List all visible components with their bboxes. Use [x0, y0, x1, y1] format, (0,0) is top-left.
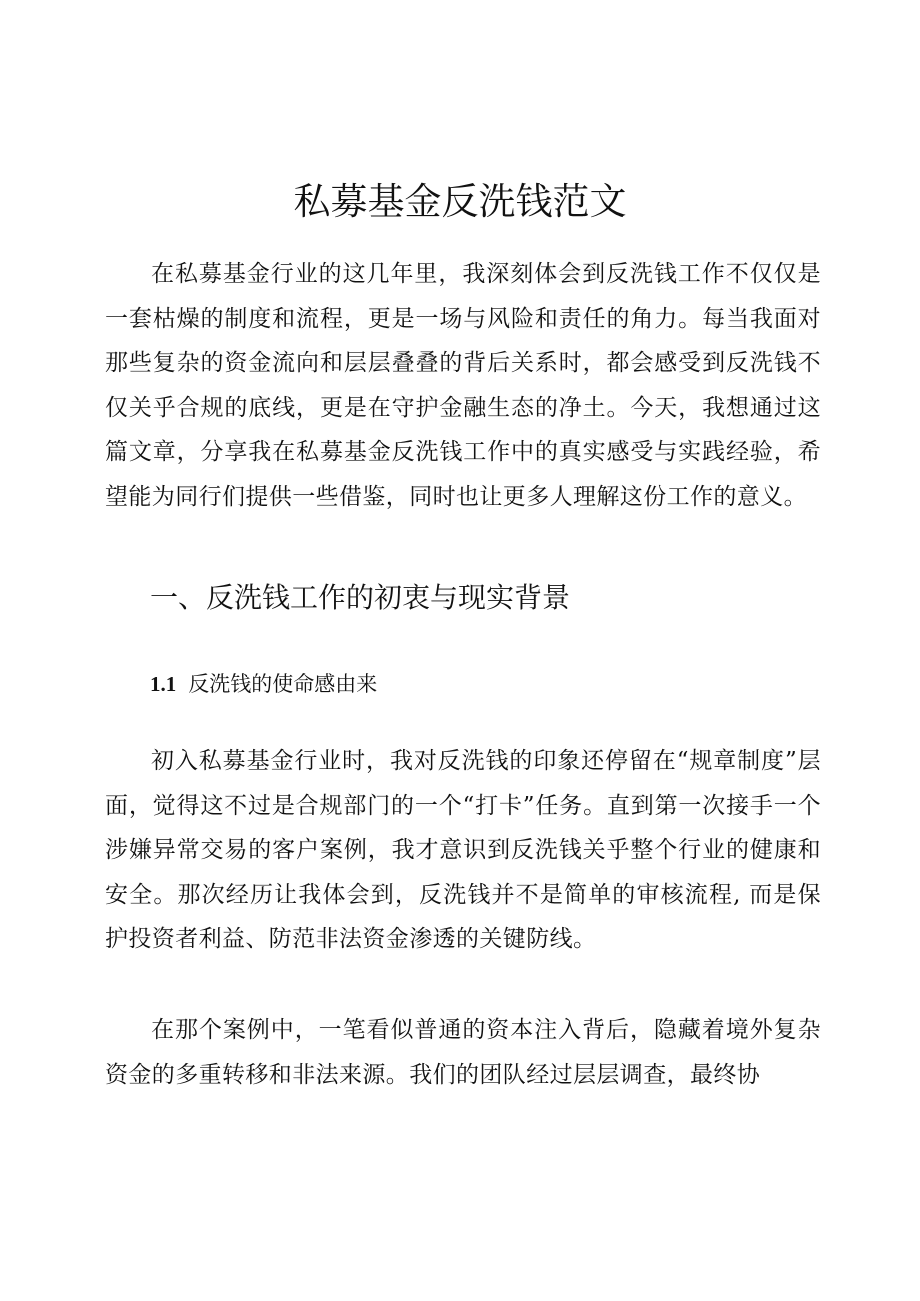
subsection-number: 1.1 — [150, 672, 177, 696]
intro-paragraph: 在私募基金行业的这几年里，我深刻体会到反洗钱工作不仅仅是一套枯燥的制度和流程，更是一场与风险和责任的角力。每当我面对那些复杂的资金流向和层层叠叠的背后关系时，都会感受到反洗钱不仅关乎合规的底线，更是在守护金融生态的净土。今天，我想通过这篇文章，分享我在私募基金反洗钱工作中的真实感受与实践经验，希望能为同行们提供一些借鉴，同时也让更多人理解这份工作的意义。 — [105, 261, 821, 510]
document-title: 私募基金反洗钱范文 — [293, 180, 627, 223]
body-paragraph: 初入私募基金行业时，我对反洗钱的印象还停留在“规章制度”层面，觉得这不过是合规部门的一个“打卡”任务。直到第一次接手一个涉嫌异常交易的客户案例，我才意识到反洗钱关乎整个行业的健康和安全。那次经历让我体会到，反洗钱并不是简单的审核流程, 而是保护投资者利益、防范非法资金渗透的关键防线。 — [105, 748, 821, 953]
subsection-heading — [150, 664, 377, 704]
section-heading: 一、反洗钱工作的初衷与现实背景 — [150, 581, 571, 614]
subsection-title: 反洗钱的使命感由来 — [188, 672, 378, 696]
body-paragraph-continued: 在那个案例中，一笔看似普通的资本注入背后，隐藏着境外复杂资金的多重转移和非法来源。我们的团队经过层层调查，最终协 — [105, 1017, 821, 1088]
